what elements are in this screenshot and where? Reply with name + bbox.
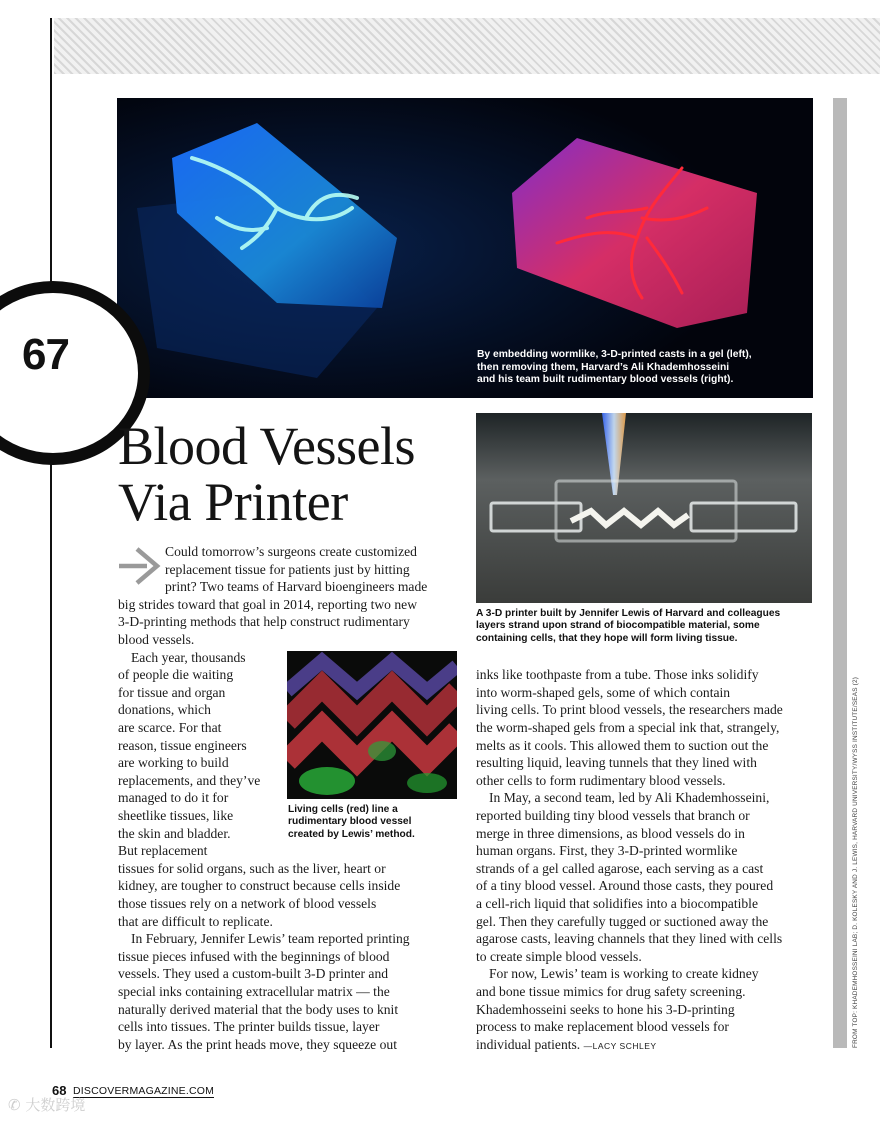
body-line: Each year, thousands xyxy=(131,650,246,665)
caption-line: Living cells (red) line a xyxy=(288,804,398,815)
body-line: Could tomorrow’s surgeons create customized xyxy=(165,544,417,559)
caption-line: then removing them, Harvard’s Ali Khademhosseini xyxy=(477,361,730,373)
caption-line: By embedding wormlike, 3-D-printed casts in a gel (left), xyxy=(477,349,752,360)
body-line: reason, tissue engineers xyxy=(118,738,247,753)
caption-line: containing cells, that they hope will form living tissue. xyxy=(476,632,738,644)
headline-line-1: Blood Vessels xyxy=(118,416,416,476)
body-line: gel. Then they carefully tugged or suctioned away the xyxy=(476,914,769,929)
caption-line: and his team built rudimentary blood vessels (right). xyxy=(477,374,734,385)
side-bar xyxy=(833,98,847,1048)
printer-illustration xyxy=(476,413,812,603)
body-line: blood vessels. xyxy=(118,632,195,647)
printer-photo xyxy=(476,413,812,603)
body-line: the worm-shaped gels from a special ink that, strangely, xyxy=(476,720,780,735)
body-line: other cells to form rudimentary blood vessels. xyxy=(476,773,726,788)
body-line-last xyxy=(476,1036,657,1056)
body-line: kidney, are tougher to construct because cells inside xyxy=(118,878,401,893)
body-line: agarose casts, leaving channels that they lined with cells xyxy=(476,931,783,946)
body-line: big strides toward that goal in 2014, reporting two new xyxy=(118,597,418,612)
body-line: replacement tissue for patients just by hitting xyxy=(165,562,410,577)
body-line: to create simple blood vessels. xyxy=(476,949,642,964)
body-line: sheetlike tissues, like xyxy=(118,808,234,823)
headline xyxy=(118,418,415,530)
body-line: inks like toothpaste from a tube. Those inks solidify xyxy=(476,667,759,682)
body-line: donations, which xyxy=(118,702,211,717)
body-line: tissue pieces infused with the beginnings of blood xyxy=(118,949,390,964)
body-line: those tissues rely on a network of blood vessels xyxy=(118,896,377,911)
body-line: strands of a gel called agarose, each serving as a cast xyxy=(476,861,764,876)
caption-line: A 3-D printer built by Jennifer Lewis of Harvard and colleagues xyxy=(476,608,781,619)
body-line: Khademhosseini seeks to hone his 3-D-printing xyxy=(476,1002,735,1017)
cells-photo-caption xyxy=(288,804,460,841)
printer-photo-caption xyxy=(476,608,812,645)
body-line: merge in three dimensions, as blood vessels do in xyxy=(476,826,745,841)
cells-illustration xyxy=(287,651,457,799)
body-line: process to make replacement blood vessels for xyxy=(476,1019,729,1034)
body-line: cells into tissues. The printer builds tissue, layer xyxy=(118,1019,380,1034)
photo-credit: FROM TOP: KHADEMHOSSEINI LAB; D. KOLESKY AND J. LEWIS, HARVARD UNIVERSITY/WYSS INSTITUTE/SEAS (2) xyxy=(852,676,859,1048)
header-hatch-band xyxy=(54,18,880,74)
body-line: of people die waiting xyxy=(118,667,234,682)
body-line: into worm-shaped gels, some of which contain xyxy=(476,685,731,700)
body-text: individual patients. xyxy=(476,1037,584,1052)
headline-line-2: Via Printer xyxy=(118,472,348,532)
body-line: of a tiny blood vessel. Around those casts, they poured xyxy=(476,878,774,893)
body-line: living cells. To print blood vessels, the researchers made xyxy=(476,702,783,717)
caption-line: created by Lewis’ method. xyxy=(288,828,415,840)
body-line: are scarce. For that xyxy=(118,720,222,735)
body-line: for tissue and organ xyxy=(118,685,226,700)
body-line: replacements, and they’ve xyxy=(118,773,261,788)
body-line: In February, Jennifer Lewis’ team reported printing xyxy=(131,931,410,946)
top-photo-caption xyxy=(477,349,797,387)
living-cells-photo xyxy=(287,651,457,799)
body-line: and bone tissue mimics for drug safety screening. xyxy=(476,984,746,999)
site-url: DISCOVERMAGAZINE.COM xyxy=(73,1085,215,1097)
body-line: special inks containing extracellular matrix — the xyxy=(118,984,390,999)
body-line: For now, Lewis’ team is working to create kidney xyxy=(489,966,759,981)
body-line: are working to build xyxy=(118,755,229,770)
body-line: human organs. First, they 3-D-printed wormlike xyxy=(476,843,738,858)
body-line: 3-D-printing methods that help construct rudimentary xyxy=(118,614,410,629)
caption-line: rudimentary blood vessel xyxy=(288,816,412,828)
watermark: ✆ 大数跨境 xyxy=(8,1096,86,1114)
body-line: that are difficult to replicate. xyxy=(118,914,273,929)
body-line: But replacement xyxy=(118,843,208,858)
caption-line: layers strand upon strand of biocompatible material, some xyxy=(476,620,760,632)
body-line: managed to do it for xyxy=(118,790,229,805)
arrow-right-icon xyxy=(117,546,163,586)
page-number: 68 xyxy=(52,1083,67,1098)
body-line: In May, a second team, led by Ali Khademhosseini, xyxy=(489,790,770,805)
body-line: naturally derived material that the body uses to knit xyxy=(118,1002,399,1017)
body-line: the skin and bladder. xyxy=(118,826,231,841)
byline: —LACY SCHLEY xyxy=(583,1041,657,1051)
body-line: a cell-rich liquid that solidifies into a biocompatible xyxy=(476,896,758,911)
story-number: 67 xyxy=(22,330,69,379)
body-line: tissues for solid organs, such as the liver, heart or xyxy=(118,861,386,876)
body-line: resulting liquid, leaving tunnels that they lined with xyxy=(476,755,757,770)
body-line: melts as it cools. This allowed them to suction out the xyxy=(476,738,769,753)
body-line: print? Two teams of Harvard bioengineers made xyxy=(165,579,428,594)
page-rule xyxy=(50,18,52,1048)
body-line: vessels. They used a custom-built 3-D printer and xyxy=(118,966,389,981)
body-line: reported building tiny blood vessels that branch or xyxy=(476,808,750,823)
body-line: by layer. As the print heads move, they squeeze out xyxy=(118,1037,397,1052)
